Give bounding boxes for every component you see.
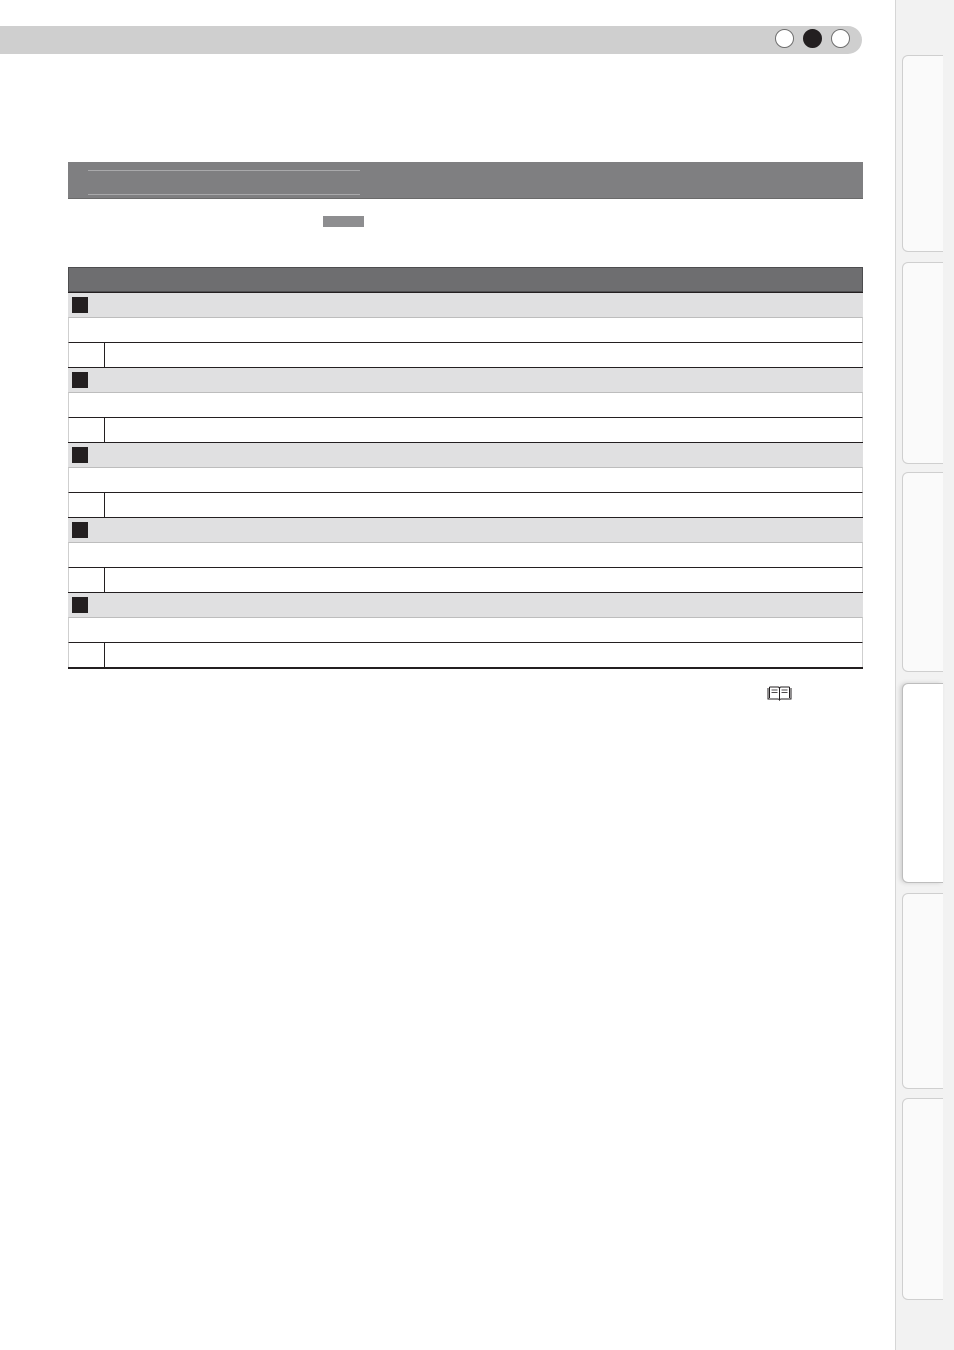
table-group-row [68,517,863,542]
table-group-row [68,292,863,317]
group-marker-icon [72,597,88,613]
heading-rule-top [88,170,360,171]
section-heading-bar [68,162,863,199]
settings-table [68,267,863,669]
table-row [68,317,863,342]
table-group-row [68,592,863,617]
table-cell [69,343,105,367]
table-row [68,417,863,442]
table-row [68,642,863,667]
group-marker-icon [72,522,88,538]
table-row [68,492,863,517]
table-cell [105,343,862,367]
page-indicator-dot-1 [775,29,794,48]
chapter-tab-2[interactable] [902,262,943,464]
chapter-tab-3[interactable] [902,472,943,672]
table-cell [69,568,105,592]
chapter-tab-5[interactable] [902,893,943,1089]
table-row [68,542,863,567]
chapter-tab-4-active[interactable] [902,683,943,883]
table-row [68,567,863,592]
heading-rule-bottom [88,194,360,195]
table-row [68,342,863,367]
label-chip [323,216,364,227]
table-row [68,467,863,492]
table-cell [105,418,862,442]
group-marker-icon [72,447,88,463]
table-cell [69,493,105,517]
group-marker-icon [72,372,88,388]
book-icon[interactable] [767,686,792,701]
table-header [68,267,863,292]
header-band [0,26,862,54]
table-row [68,617,863,642]
table-group-row [68,442,863,467]
group-marker-icon [72,297,88,313]
table-group-row [68,367,863,392]
table-cell [105,493,862,517]
chapter-tab-1[interactable] [902,55,943,252]
chapter-tab-6[interactable] [902,1098,943,1300]
page-indicator-dot-2 [803,29,822,48]
table-cell [105,568,862,592]
table-cell [69,643,105,667]
table-cell [69,418,105,442]
page-indicator-dot-3 [831,29,850,48]
table-cell [105,643,862,667]
table-row [68,392,863,417]
